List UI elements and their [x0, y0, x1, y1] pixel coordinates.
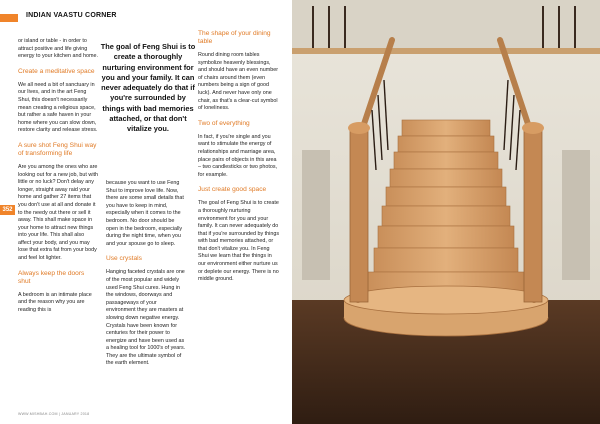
- heading-good-space: Just create good space: [198, 186, 267, 194]
- column-1: [18, 38, 98, 321]
- col1-para-2: Are you among the ones who are looking out for a new job, but with little or no luck? Don't delay any longer, straight away raid your home and gather 27 items that you don't use at all and donate it to the needy out there or sell it away. This shall make space in your home to attract new things into your life. This shall also affect your body, and you may lose that extra fat from your body and feel lot lighter.: [18, 163, 99, 262]
- pull-quote: The goal of Feng Shui is to create a thoroughly nurturing environment for you and your family. It can never adequately do that if you're surrounded by things with bad memories attached, or that don't vitalize you.: [100, 42, 196, 134]
- magazine-page: [0, 0, 292, 424]
- col3-para-3: The goal of Feng Shui is to create a thoroughly nurturing environment for you and your family. It can never adequately do that if you're surrounded by things with bad memories attached, or that don't vitalize you. In Feng Shui we learn that the things in our environment either nurture us or deplete our energy. There is no middle ground.: [198, 200, 280, 283]
- col2-para-1: because you want to use Feng Shui to improve love life. Now, there are some small details that you have to keep in mind, especially when it comes to the bedroom. No door should be open in the bedroom, especially during the night time, when you and your spouse go to sleep.: [106, 180, 184, 247]
- col1-para-3: A bedroom is an intimate place and the reason why you are reading this is: [18, 291, 92, 313]
- heading-use-crystals: Use crystals: [106, 255, 142, 263]
- staircase-photo: [292, 0, 600, 424]
- col1-intro: or island or table - in order to attract positive and life giving energy to your kitchen and home.: [18, 38, 99, 60]
- footer-text: WWW.MISHBAH.COM | JANUARY 2018: [18, 412, 90, 416]
- section-title: INDIAN VAASTU CORNER: [26, 12, 117, 19]
- heading-meditative-space: Create a meditative space: [18, 67, 95, 75]
- column-3: [198, 30, 280, 291]
- heading-transforming-life: A sure shot Feng Shui way of transforming life: [18, 141, 97, 157]
- col1-para-1: We all need a bit of sanctuary in our lives, and in the art Feng Shui, this doesn't necessarily mean creating a religious space, but rather a safe haven in your home where you can slow down, restore clarity and release stress.: [18, 81, 98, 134]
- col2-para-2: Hanging faceted crystals are one of the most popular and widely used Feng Shui cures. Hung in the windows, doorways and passageways of your environment they are masters at slowing down negative energy. Crystals have been known for centuries for their power to energize and have been used as a healing tool for 1000's of years. They are the ultimate symbol of the earth element.: [106, 269, 186, 367]
- heading-two-of-everything: Two of everything: [198, 119, 250, 127]
- column-2: [106, 180, 186, 375]
- heading-doors-shut: Always keep the doors shut: [18, 269, 85, 285]
- col3-para-1: Round dining room tables symbolize heavenly blessings, and should have an even number of chairs around them (even numbers being a sign of good luck). And never have only one chair, as that's a clear-cut symbol of loneliness.: [198, 52, 279, 112]
- header-accent-bar: [0, 14, 18, 22]
- col3-para-2: In fact, if you're single and you want to stimulate the energy of relationships and marriage area, place pairs of objects in this area – two candlesticks or two photos, for example.: [198, 133, 278, 178]
- heading-dining-table: The shape of your dining table: [198, 30, 271, 45]
- page-number: 352: [0, 205, 15, 215]
